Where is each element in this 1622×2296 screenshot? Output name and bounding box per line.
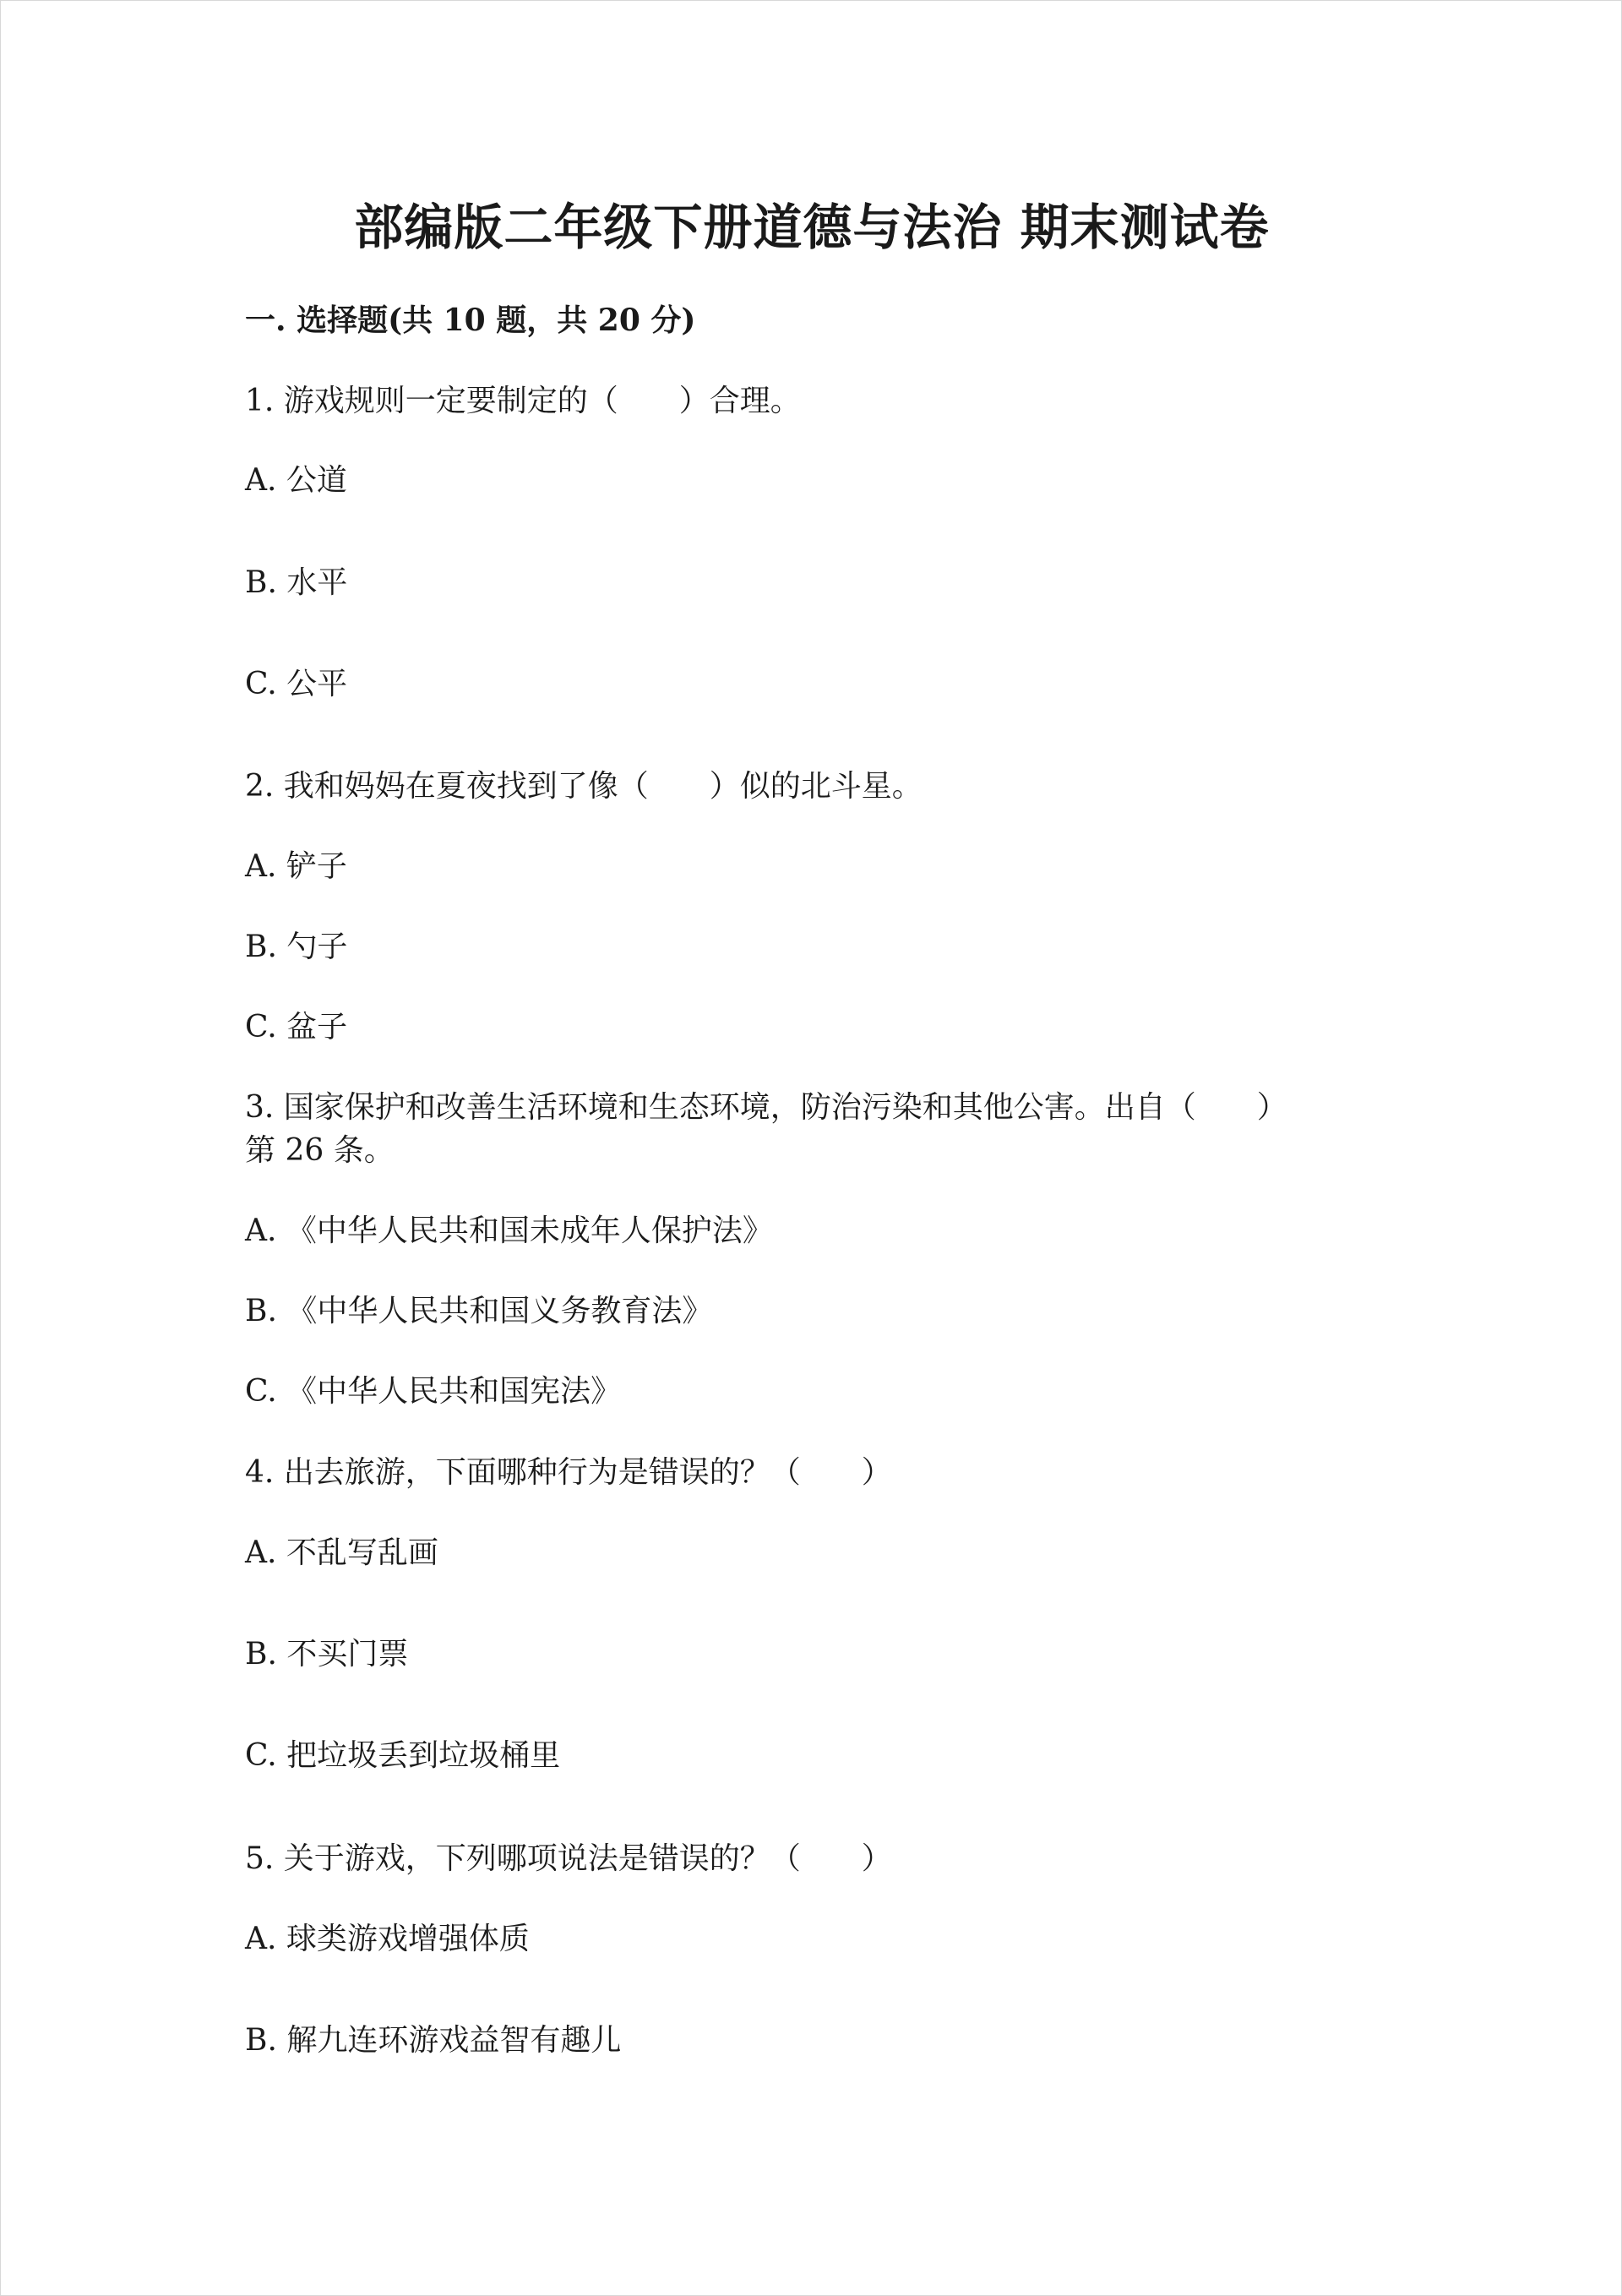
- question-3-stem-line-1: 3. 国家保护和改善生活环境和生态环境，防治污染和其他公害。出自（ ）: [245, 1090, 1287, 1125]
- question-4-option-b: B. 不买门票: [245, 1637, 409, 1672]
- question-5-option-a: A. 球类游戏增强体质: [245, 1922, 530, 1956]
- question-1-option-a: A. 公道: [245, 463, 347, 498]
- question-2-stem: 2. 我和妈妈在夏夜找到了像（ ）似的北斗星。: [245, 769, 923, 804]
- question-3-option-c: C. 《中华人民共和国宪法》: [245, 1374, 622, 1409]
- question-1-option-b: B. 水平: [245, 565, 348, 600]
- question-5-stem: 5. 关于游戏，下列哪项说法是错误的？（ ）: [245, 1841, 892, 1876]
- page-title: 部编版二年级下册道德与法治 期末测试卷: [354, 199, 1270, 256]
- question-2-option-b: B. 勺子: [245, 930, 348, 964]
- question-3-option-a: A. 《中华人民共和国未成年人保护法》: [245, 1213, 773, 1248]
- question-4-stem: 4. 出去旅游，下面哪种行为是错误的？（ ）: [245, 1455, 892, 1490]
- question-1-stem: 1. 游戏规则一定要制定的（ ）合理。: [245, 384, 801, 418]
- question-1-option-c: C. 公平: [245, 667, 348, 701]
- section-heading: 一. 选择题(共 10 题，共 20 分): [245, 303, 696, 338]
- question-2-option-c: C. 盆子: [245, 1010, 348, 1044]
- question-4-option-c: C. 把垃圾丢到垃圾桶里: [245, 1738, 561, 1773]
- question-3-option-b: B. 《中华人民共和国义务教育法》: [245, 1294, 713, 1328]
- question-4-option-a: A. 不乱写乱画: [245, 1535, 438, 1570]
- question-2-option-a: A. 铲子: [245, 849, 347, 884]
- question-5-option-b: B. 解九连环游戏益智有趣儿: [245, 2023, 622, 2058]
- question-3-stem-line-2: 第 26 条。: [245, 1133, 395, 1168]
